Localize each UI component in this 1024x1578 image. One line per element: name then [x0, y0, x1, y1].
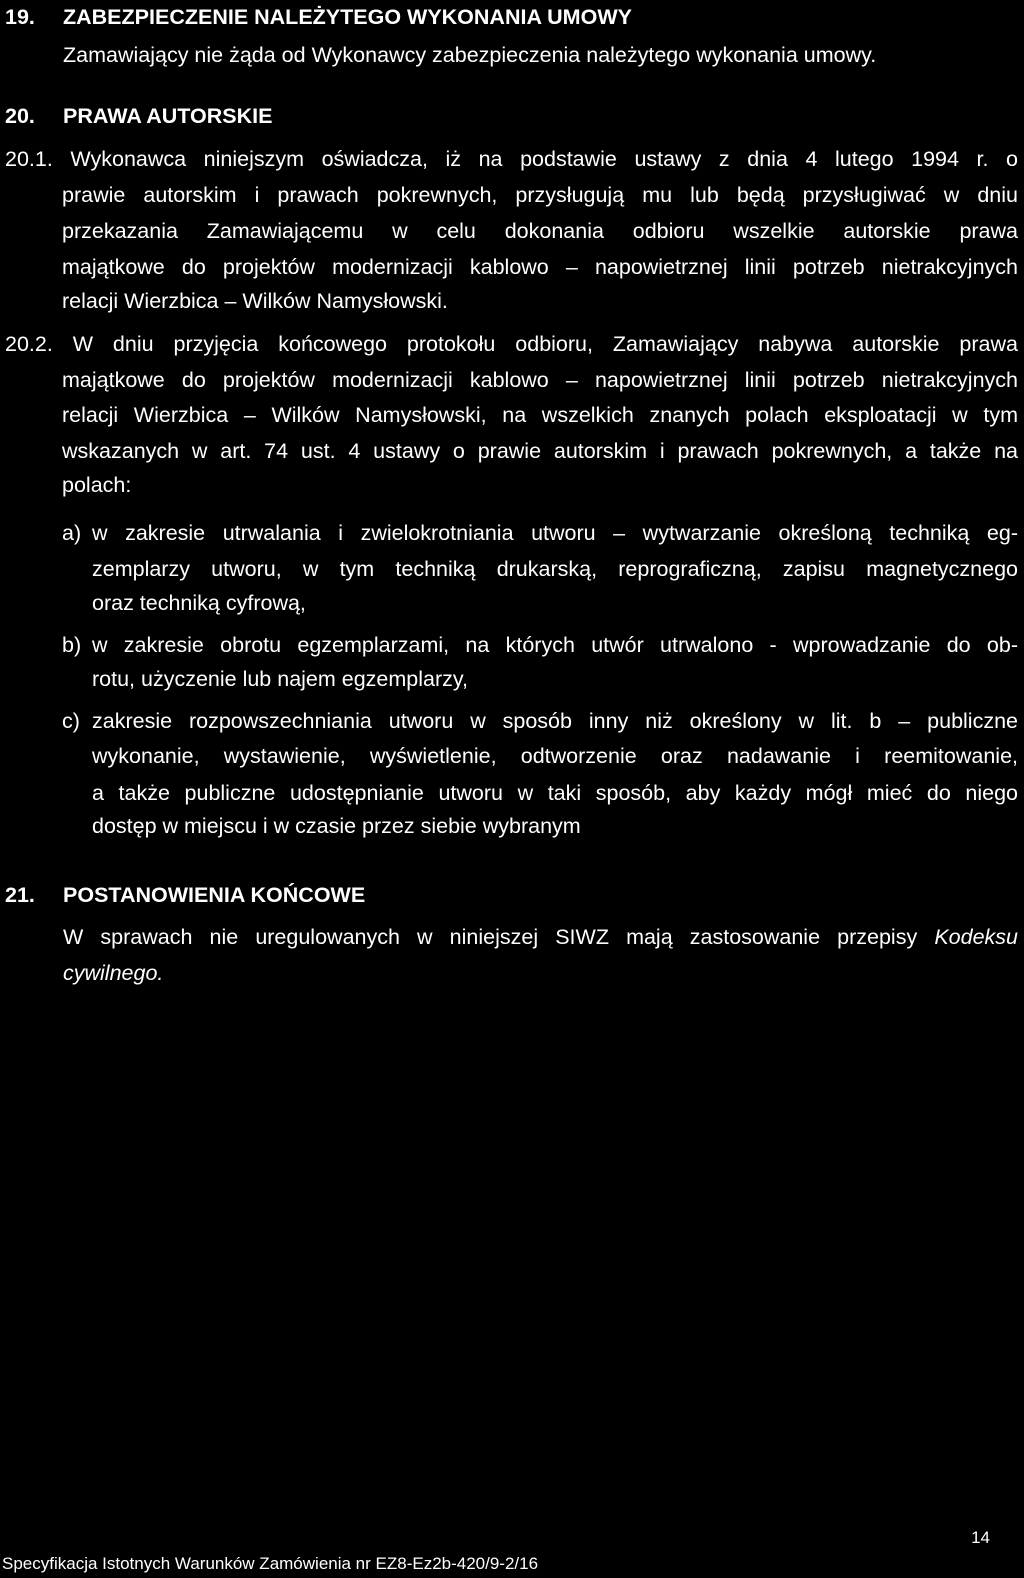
section-21-heading [0, 880, 1024, 910]
clause-text: 20.1. Wykonawca niniejszym oświadcza, iż na podstawie ustawy z dnia 4 lutego 1994 r. o [5, 147, 1018, 171]
clause-text: relacji Wierzbica – Wilków Namysłowski. [62, 289, 448, 313]
clause-text: prawie autorskim i prawach pokrewnych, przysługują mu lub będą przysługiwać w dniu [62, 183, 1018, 207]
clause-20-1-line [0, 180, 1024, 210]
list-item-c-continuation [0, 741, 1024, 771]
clause-text: przekazania Zamawiającemu w celu dokonania odbioru wszelkie autorskie prawa [62, 219, 1018, 243]
list-item-text: w zakresie obrotu egzemplarzami, na których utwór utrwalono - wprowadzanie do ob- [92, 633, 1018, 657]
list-item-text: a także publiczne udostępnianie utworu w taki sposób, aby każdy mógł mieć do niego [92, 781, 1018, 805]
list-item-text: dostęp w miejscu i w czasie przez siebie wybranym [92, 814, 581, 838]
clause-text: wskazanych w art. 74 ust. 4 ustawy o prawie autorskim i prawach pokrewnych, a także na [62, 439, 1018, 463]
list-item-c-continuation [0, 811, 1024, 841]
clause-20-1-line [0, 286, 1024, 316]
section-number: 20. [5, 104, 35, 128]
clause-text: 20.2. W dniu przyjęcia końcowego protokołu odbioru, Zamawiający nabywa autorskie prawa [5, 332, 1018, 356]
list-item-a-continuation [0, 588, 1024, 618]
list-item-text: wykonanie, wystawienie, wyświetlenie, odtworzenie oraz nadawanie i reemitowanie, [92, 744, 1018, 768]
clause-text: majątkowe do projektów modernizacji kablowo – napowietrznej linii potrzeb nietrakcyjnych [62, 368, 1018, 392]
clause-20-1-line [0, 252, 1024, 282]
list-item-b [0, 630, 1024, 660]
list-item-a [0, 518, 1024, 548]
list-item-text: zemplarzy utworu, w tym techniką drukarską, reprograficzną, zapisu magnetycznego [92, 557, 1018, 581]
list-item-text: oraz techniką cyfrową, [92, 591, 306, 615]
list-item-a-continuation [0, 554, 1024, 584]
list-item-label: b) [62, 633, 82, 657]
clause-20-2-line [0, 329, 1024, 359]
list-item-label: c) [62, 709, 80, 733]
clause-text: majątkowe do projektów modernizacji kablowo – napowietrznej linii potrzeb nietrakcyjnych [62, 255, 1018, 279]
italic-term: Kodeksu [934, 925, 1018, 949]
paragraph-text: W sprawach nie uregulowanych w niniejszej SIWZ mają zastosowanie przepisy [63, 925, 918, 949]
section-title: PRAWA AUTORSKIE [63, 104, 273, 128]
list-item-c [0, 706, 1024, 736]
clause-20-2-line [0, 400, 1024, 430]
clause-20-1-line [0, 216, 1024, 246]
clause-20-2-line [0, 470, 1024, 500]
list-item-text: w zakresie utrwalania i zwielokrotniania utworu – wytwarzanie określoną techniką eg- [92, 521, 1018, 545]
list-item-b-continuation [0, 664, 1024, 694]
section-21-paragraph-line [0, 922, 1024, 952]
paragraph-line [63, 922, 1018, 952]
clause-20-1-line [0, 144, 1024, 174]
list-item-label: a) [62, 521, 82, 545]
section-number: 19. [5, 5, 35, 29]
clause-20-2-line [0, 436, 1024, 466]
list-item-text: zakresie rozpowszechniania utworu w sposób inny niż określony w lit. b – publiczne [92, 709, 1018, 733]
section-21-paragraph-line [0, 958, 1024, 988]
section-19-paragraph [0, 40, 1024, 70]
section-number: 21. [5, 883, 35, 907]
clause-text: polach: [62, 473, 132, 497]
clause-20-2-line [0, 365, 1024, 395]
list-item-c-continuation [0, 778, 1024, 808]
section-title: POSTANOWIENIA KOŃCOWE [63, 883, 366, 907]
clause-text: relacji Wierzbica – Wilków Namysłowski, na wszelkich znanych polach eksploatacji w tym [62, 403, 1018, 427]
section-19-heading [0, 2, 1024, 32]
section-20-heading [0, 101, 1024, 131]
paragraph-text: Zamawiający nie żąda od Wykonawcy zabezpieczenia należytego wykonania umowy. [63, 43, 877, 67]
page-number: 14 [971, 1528, 990, 1547]
paragraph-text: cywilnego. [63, 961, 164, 985]
list-item-text: rotu, użyczenie lub najem egzemplarzy, [92, 667, 469, 691]
document-footer: Specyfikacja Istotnych Warunków Zamówienia nr EZ8-Ez2b-420/9-2/16 [2, 1554, 539, 1573]
section-title: ZABEZPIECZENIE NALEŻYTEGO WYKONANIA UMOWY [63, 5, 632, 29]
